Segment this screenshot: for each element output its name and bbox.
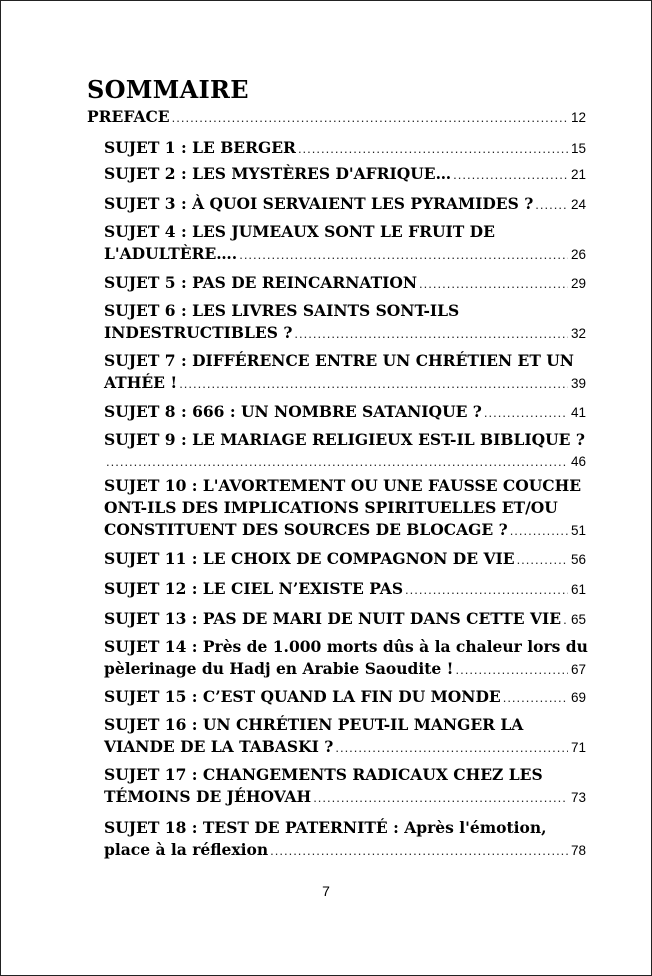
toc-dot-leader xyxy=(298,138,568,160)
toc-entry-label: SUJET 2 : LES MYSTÈRES D'AFRIQUE… xyxy=(104,164,452,183)
toc-dot-leader xyxy=(405,579,568,601)
toc-entry[interactable] xyxy=(104,137,586,160)
toc-dot-leader xyxy=(335,737,568,759)
toc-page-number: 65 xyxy=(570,612,586,627)
toc-entry-label: SUJET 12 : LE CIEL N’EXISTE PAS xyxy=(104,579,404,598)
toc-entry-label: L'ADULTÈRE…. xyxy=(104,244,238,263)
toc-entry-label: SUJET 8 : 666 : UN NOMBRE SATANIQUE ? xyxy=(104,402,482,421)
toc-entry-line: SUJET 16 : UN CHRÉTIEN PEUT-IL MANGER LA xyxy=(104,715,524,734)
toc-entry-line: SUJET 4 : LES JUMEAUX SONT LE FRUIT DE xyxy=(104,222,495,241)
toc-entry[interactable] xyxy=(104,548,586,571)
toc-entry-label: place à la réflexion xyxy=(104,840,269,859)
toc-page-number: 15 xyxy=(570,141,586,156)
toc-entry[interactable] xyxy=(104,839,586,862)
toc-page-number: 26 xyxy=(570,247,586,262)
toc-page-number: 61 xyxy=(570,582,586,597)
toc-entry[interactable] xyxy=(104,272,586,295)
toc-entry-label: TÉMOINS DE JÉHOVAH xyxy=(104,787,312,806)
toc-dot-leader xyxy=(179,373,568,395)
toc-entry-label: VIANDE DE LA TABASKI ? xyxy=(104,737,334,756)
toc-entry[interactable] xyxy=(104,372,586,395)
toc-entry-line: SUJET 14 : Près de 1.000 morts dûs à la chaleur lors du xyxy=(104,637,588,656)
toc-entry-line: ONT-ILS DES IMPLICATIONS SPIRITUELLES ET/OU xyxy=(104,498,558,517)
toc-dot-leader xyxy=(455,659,567,681)
toc-page-number: 12 xyxy=(570,110,586,125)
toc-entry[interactable] xyxy=(87,106,586,129)
toc-page-number: 32 xyxy=(570,326,586,341)
toc-dot-leader xyxy=(517,549,568,571)
toc-entry-label: SUJET 11 : LE CHOIX DE COMPAGNON DE VIE xyxy=(104,549,515,568)
toc-entry-label: INDESTRUCTIBLES ? xyxy=(104,323,293,342)
toc-entry-label: CONSTITUENT DES SOURCES DE BLOCAGE ? xyxy=(104,520,508,539)
toc-entry[interactable] xyxy=(104,519,586,542)
toc-entry-label: pèlerinage du Hadj en Arabie Saoudite ! xyxy=(104,659,454,678)
toc-dot-leader xyxy=(419,273,568,295)
page-number: 7 xyxy=(322,883,330,899)
toc-entry-label: SUJET 3 : À QUOI SERVAIENT LES PYRAMIDES ? xyxy=(104,194,534,213)
toc-dot-leader xyxy=(294,323,568,345)
toc-page-number: 73 xyxy=(570,790,586,805)
toc-dot-leader xyxy=(172,107,568,129)
toc-page-number: 56 xyxy=(570,552,586,567)
toc-title: SOMMAIRE xyxy=(87,75,249,104)
toc-page-number: 24 xyxy=(570,197,586,212)
toc-entry[interactable] xyxy=(104,608,586,631)
toc-dot-leader xyxy=(510,520,568,542)
toc-page-number: 67 xyxy=(570,662,586,677)
toc-entry[interactable] xyxy=(104,786,586,809)
toc-entry[interactable] xyxy=(104,451,586,473)
toc-dot-leader xyxy=(239,244,568,266)
toc-entry[interactable] xyxy=(104,163,586,186)
toc-dot-leader xyxy=(535,194,568,216)
toc-dot-leader xyxy=(453,164,568,186)
toc-entry-line: SUJET 10 : L'AVORTEMENT OU UNE FAUSSE COUCHE xyxy=(104,476,582,495)
toc-dot-leader xyxy=(106,451,568,473)
toc-page-number: 71 xyxy=(570,740,586,755)
toc-dot-leader xyxy=(484,402,568,424)
toc-dot-leader xyxy=(563,609,568,631)
toc-dot-leader xyxy=(270,840,568,862)
toc-entry-label: ATHÉE ! xyxy=(104,373,178,392)
toc-entry[interactable] xyxy=(104,736,586,759)
toc-page-number: 78 xyxy=(570,843,586,858)
toc-entry-line: SUJET 6 : LES LIVRES SAINTS SONT-ILS xyxy=(104,301,460,320)
toc-dot-leader xyxy=(503,687,568,709)
toc-entry[interactable] xyxy=(104,401,586,424)
toc-entry-line: SUJET 9 : LE MARIAGE RELIGIEUX EST-IL BIBLIQUE ? xyxy=(104,430,585,449)
toc-entry[interactable] xyxy=(104,322,586,345)
toc-page-number: 29 xyxy=(570,276,586,291)
toc-entry-line: SUJET 7 : DIFFÉRENCE ENTRE UN CHRÉTIEN ET UN xyxy=(104,351,574,370)
toc-entry-line: SUJET 18 : TEST DE PATERNITÉ : Après l'émotion, xyxy=(104,818,547,837)
toc-page-number: 39 xyxy=(570,376,586,391)
toc-entry-label: SUJET 13 : PAS DE MARI DE NUIT DANS CETTE VIE xyxy=(104,609,562,628)
toc-page-number: 41 xyxy=(570,405,586,420)
toc-entry[interactable] xyxy=(104,686,586,709)
toc-entry[interactable] xyxy=(104,658,586,681)
toc-page-number: 46 xyxy=(570,454,586,469)
toc-page-number: 51 xyxy=(570,523,586,538)
toc-page-number: 21 xyxy=(570,167,586,182)
toc-dot-leader xyxy=(313,787,568,809)
toc-entry-label: SUJET 1 : LE BERGER xyxy=(104,138,296,157)
toc-entry-line: SUJET 17 : CHANGEMENTS RADICAUX CHEZ LES xyxy=(104,765,543,784)
toc-page-number: 69 xyxy=(570,690,586,705)
toc-entry-label: SUJET 15 : C’EST QUAND LA FIN DU MONDE xyxy=(104,687,501,706)
toc-entry[interactable] xyxy=(104,243,586,266)
toc-entry[interactable] xyxy=(104,578,586,601)
toc-entry-label: PREFACE xyxy=(87,107,170,126)
toc-entry-label: SUJET 5 : PAS DE REINCARNATION xyxy=(104,273,418,292)
toc-entry[interactable] xyxy=(104,193,586,216)
